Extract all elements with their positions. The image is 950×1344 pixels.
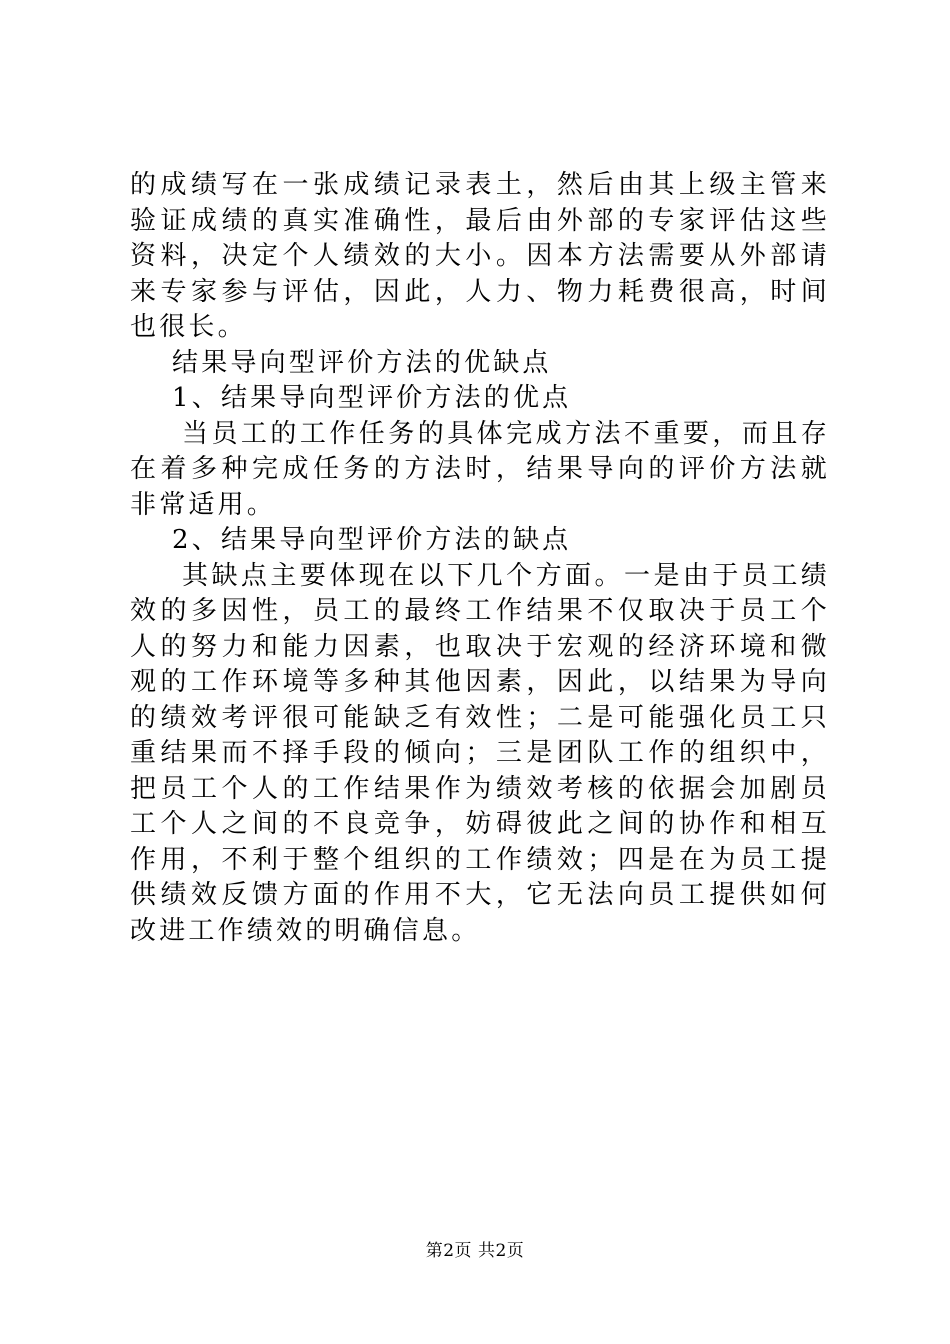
page-number-footer: 第2页 共2页 — [425, 1241, 525, 1261]
subsection-heading-disadvantages: 2、结果导向型评价方法的缺点 — [172, 525, 572, 555]
subsection-heading-advantages: 1、结果导向型评价方法的优点 — [172, 383, 572, 413]
section-heading: 结果导向型评价方法的优缺点 — [172, 347, 552, 378]
paragraph-advantages: 当员工的工作任务的具体完成方法不重要，而且存在着多种完成任务的方法时，结果导向的评价方法就非常适用。 — [130, 418, 830, 520]
paragraph-continuation: 的成绩写在一张成绩记录表土，然后由其上级主管来验证成绩的真实准确性，最后由外部的专家评估这些资料，决定个人绩效的大小。因本方法需要从外部请来专家参与评估，因此，人力、物力耗费很高，时间也很长。 — [130, 170, 830, 342]
paragraph-disadvantages: 其缺点主要体现在以下几个方面。一是由于员工绩效的多因性，员工的最终工作结果不仅取决于员工个人的努力和能力因素，也取决于宏观的经济环境和微观的工作环境等多种其他因素，因此，以结果为导向的绩效考评很可能缺乏有效性；二是可能强化员工只重结果而不择手段的倾向；三是团队工作的组织中，把员工个人的工作结果作为绩效考核的依据会加剧员工个人之间的不良竞争，妨碍彼此之间的协作和相互作用，不利于整个组织的工作绩效；四是在为员工提供绩效反馈方面的作用不大，它无法向员工提供如何改进工作绩效的明确信息。 — [130, 560, 830, 946]
document-body — [130, 168, 830, 949]
